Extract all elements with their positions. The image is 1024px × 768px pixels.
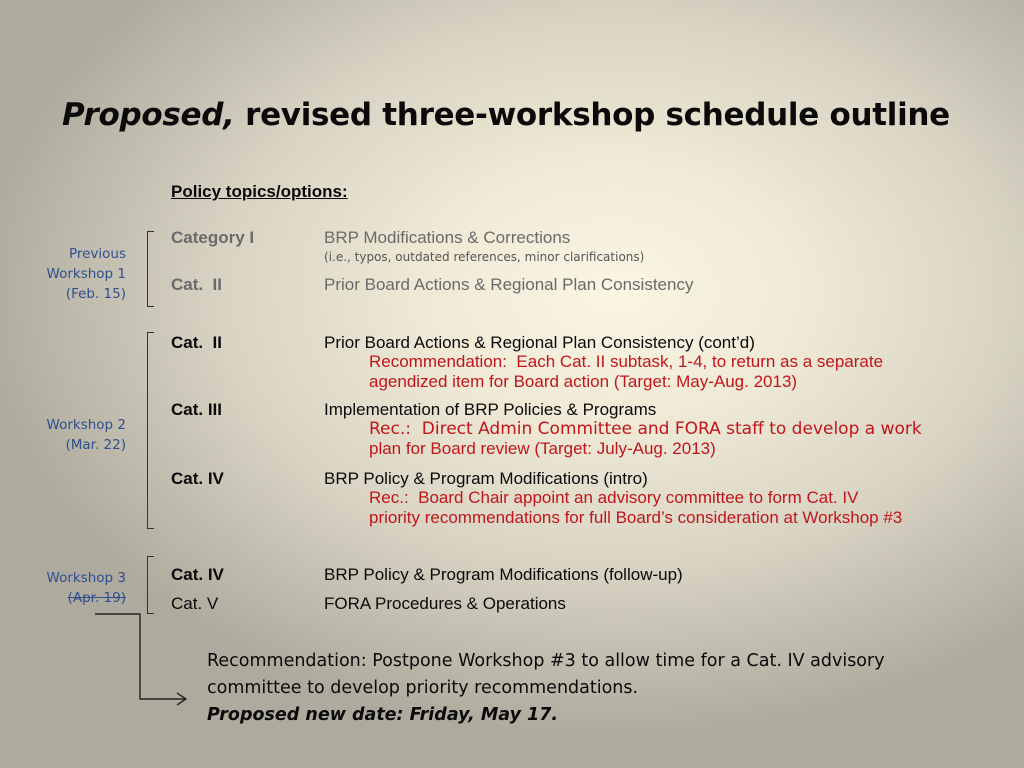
recommendation-line: plan for Board review (Target: July-Aug. 2013): [369, 439, 716, 458]
workshop-2-line-1: Workshop 2: [46, 417, 126, 433]
recommendation-note: [369, 488, 902, 528]
category-description: BRP Policy & Program Modifications (intro): [324, 469, 648, 488]
workshop-1-label: [0, 244, 126, 304]
proposed-new-date: Proposed new date: Friday, May 17.: [207, 705, 559, 725]
category-label: Cat. V: [171, 594, 219, 613]
workshop-3-label: [0, 568, 126, 608]
category-label: Cat. II: [171, 275, 223, 294]
workshop-2-label: [0, 415, 126, 455]
workshop-3-line-1: Workshop 3: [46, 570, 126, 586]
category-description: BRP Modifications & Corrections: [324, 228, 571, 247]
recommendation-note: [369, 419, 922, 459]
recommendation-line: priority recommendations for full Board’s consideration at Workshop #3: [369, 508, 903, 527]
bottom-rec-line-1: Recommendation: Postpone Workshop #3 to allow time for a Cat. IV advisory: [207, 651, 885, 671]
category-label: Cat. II: [171, 333, 223, 352]
workshop-1-line-3: (Feb. 15): [65, 286, 126, 302]
bottom-rec-line-2: committee to develop priority recommendations.: [207, 678, 639, 698]
recommendation-line: Rec.: Direct Admin Committee and FORA staff to develop a work: [369, 419, 922, 439]
title-rest: revised three-workshop schedule outline: [234, 97, 950, 133]
recommendation-line: agendized item for Board action (Target: May-Aug. 2013): [369, 372, 798, 391]
workshop-2-line-2: (Mar. 22): [65, 437, 126, 453]
recommendation-line: Rec.: Board Chair appoint an advisory committee to form Cat. IV: [369, 488, 859, 507]
bottom-recommendation: [207, 648, 885, 729]
workshop-1-line-2: Workshop 1: [46, 266, 126, 282]
category-description: Implementation of BRP Policies & Programs: [324, 400, 657, 419]
category-note: (i.e., typos, outdated references, minor clarifications): [324, 250, 645, 264]
category-label: Cat. IV: [171, 565, 224, 584]
recommendation-line: Recommendation: Each Cat. II subtask, 1-4, to return as a separate: [369, 352, 884, 371]
workshop-3-date-struck: (Apr. 19): [67, 590, 126, 606]
workshop-2-bracket: [147, 332, 154, 529]
category-description: Prior Board Actions & Regional Plan Consistency: [324, 275, 694, 294]
category-description: BRP Policy & Program Modifications (follow-up): [324, 565, 683, 584]
category-description: Prior Board Actions & Regional Plan Consistency (cont’d): [324, 333, 755, 352]
category-label: Cat. IV: [171, 469, 224, 488]
title-italic: Proposed,: [62, 97, 235, 133]
category-description: FORA Procedures & Operations: [324, 594, 566, 613]
category-label: Category I: [171, 228, 255, 247]
section-heading: Policy topics/options:: [171, 182, 348, 201]
slide-title: [62, 97, 950, 133]
workshop-1-bracket: [147, 231, 154, 307]
recommendation-note: [369, 352, 883, 392]
category-label: Cat. III: [171, 400, 223, 419]
workshop-3-bracket: [147, 556, 154, 614]
workshop-1-line-1: Previous: [68, 246, 126, 262]
